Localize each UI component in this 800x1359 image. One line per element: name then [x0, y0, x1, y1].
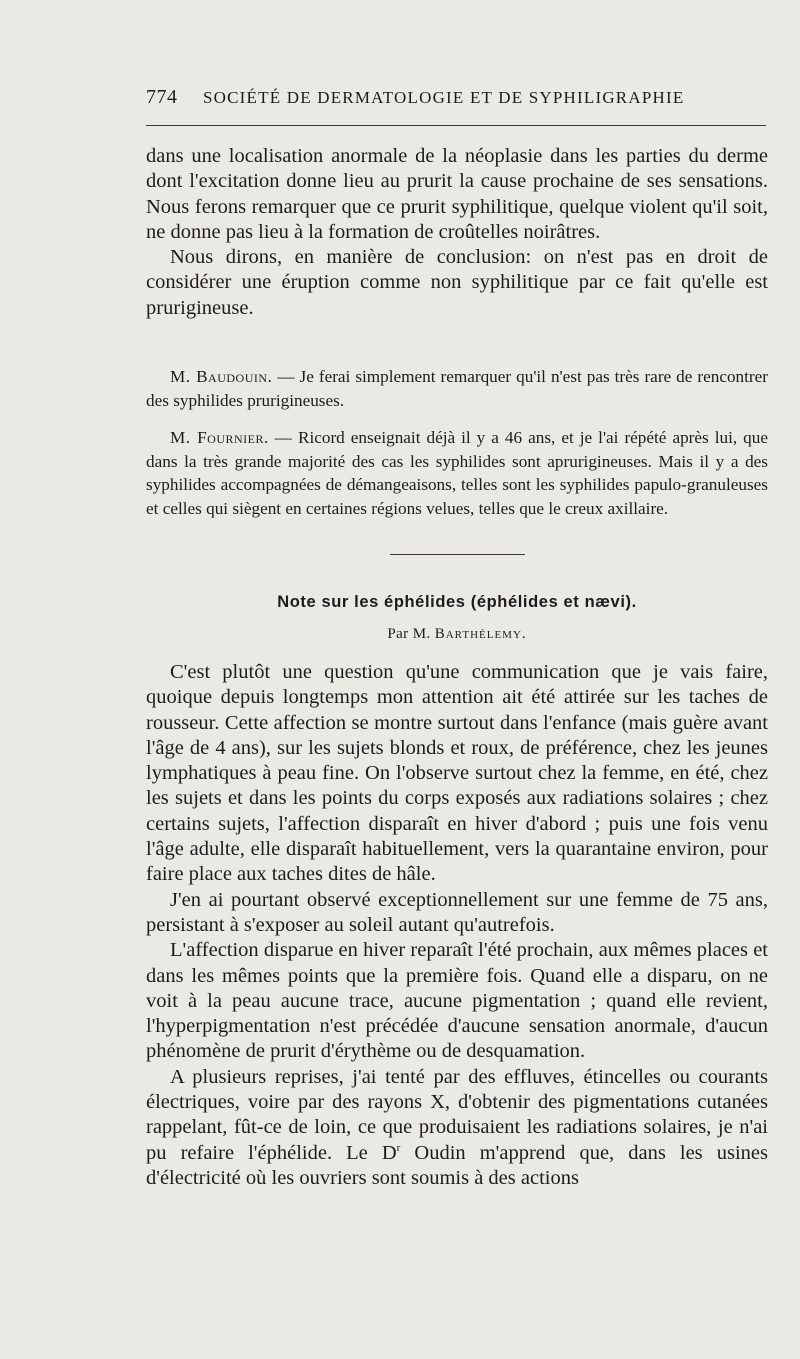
intro-text: [146, 144, 768, 321]
section-separator: [390, 554, 525, 555]
page-number: 774: [146, 86, 178, 108]
paragraph-4-start: A plusieurs reprises, j'ai tenté par des effluves, étincelles ou courants électriques, voire par des rayons X, d'obtenir des pigmentations cutanées rappelant, fût-ce de loin, ce que produisaient les radiations solaires, je n'ai pu refaire l'éphélide. Le D: [146, 1065, 768, 1164]
article-paragraph-1: C'est plutôt une question qu'une communication que je vais faire, quoique depuis longtemps mon attention ait été attirée sur les taches de rousseur. Cette affection se montre surtout dans l'enfance (mais guère avant l'âge de 4 ans), sur les sujets blonds et roux, de préférence, chez les jeunes lymphatiques à peau fine. On l'observe surtout chez la femme, en été, chez les sujets et dans les points du corps exposés aux radiations solaires ; chez certains sujets, l'affection disparaît en hiver d'abord ; puis une fois venu l'âge adulte, elle disparaît habituellement, vers la quarantaine environ, pour faire place aux taches dites de hâle.: [146, 661, 768, 886]
doctor-abbrev-sup: r: [396, 1141, 401, 1154]
running-title: SOCIÉTÉ DE DERMATOLOGIE ET DE SYPHILIGRAPHIE: [203, 88, 685, 107]
byline-prefix: Par M.: [387, 626, 431, 642]
intro-paragraph-1: dans une localisation anormale de la néoplasie dans les parties du derme dont l'excitation donne lieu au prurit la cause prochaine de ses sensations. Nous ferons remarquer que ce prurit syphilitique, quelque violent qu'il soit, ne donne pas lieu à la formation de croûtelles noirâtres.: [146, 145, 768, 243]
paragraph-4-end: Oudin m'apprend que, dans les usines d'électricité où les ouvriers sont soumis à des actions: [146, 1141, 768, 1189]
article-byline: [146, 626, 768, 643]
intro-paragraph-2: Nous dirons, en manière de conclusion: on n'est pas en droit de considérer une éruption comme non syphilitique par ce fait qu'elle est prurigineuse.: [146, 246, 768, 319]
article-paragraph-2: J'en ai pourtant observé exceptionnellement sur une femme de 75 ans, persistant à s'exposer au soleil autant qu'autrefois.: [146, 888, 768, 936]
discussion-fournier: [146, 426, 768, 520]
article-title: Note sur les éphélides (éphélides et nævi).: [277, 593, 637, 611]
byline-author: Barthélemy.: [434, 626, 527, 642]
article-paragraph-4: [146, 1065, 768, 1191]
header-rule: [146, 125, 766, 126]
speaker-remark: — Ricord enseignait déjà il y a 46 ans, et je l'ai répété après lui, que dans la très grande majorité des cas les syphilides sont aprurigineuses. Mais il y a des syphilides accompagnées de démangeaisons, telles sont les syphilides papulo-granuleuses et celles qui siègent en certaines régions velues, telles que le creux axillaire.: [146, 428, 768, 518]
article-paragraph-3: L'affection disparue en hiver reparaît l'été prochain, aux mêmes places et dans les mêmes points que la première fois. Quand elle a disparu, on ne voit à la peau aucune trace, aucune pigmentation ; quand elle revient, l'hyperpigmentation n'est précédée d'aucune sensation anormale, d'aucun phénomène de prurit d'érythème ou de desquamation.: [146, 939, 768, 1063]
speaker-name: M. Baudouin.: [170, 367, 273, 386]
article-body: [146, 660, 768, 1191]
discussion-baudouin: [146, 365, 768, 412]
speaker-name: M. Fournier.: [170, 428, 269, 447]
page-header: [146, 86, 766, 116]
discussion-paragraph: [146, 365, 768, 412]
discussion-paragraph: [146, 426, 768, 520]
speaker-remark: — Je ferai simplement remarquer qu'il n'est pas très rare de rencontrer des syphilides prurigineuses.: [146, 367, 768, 410]
